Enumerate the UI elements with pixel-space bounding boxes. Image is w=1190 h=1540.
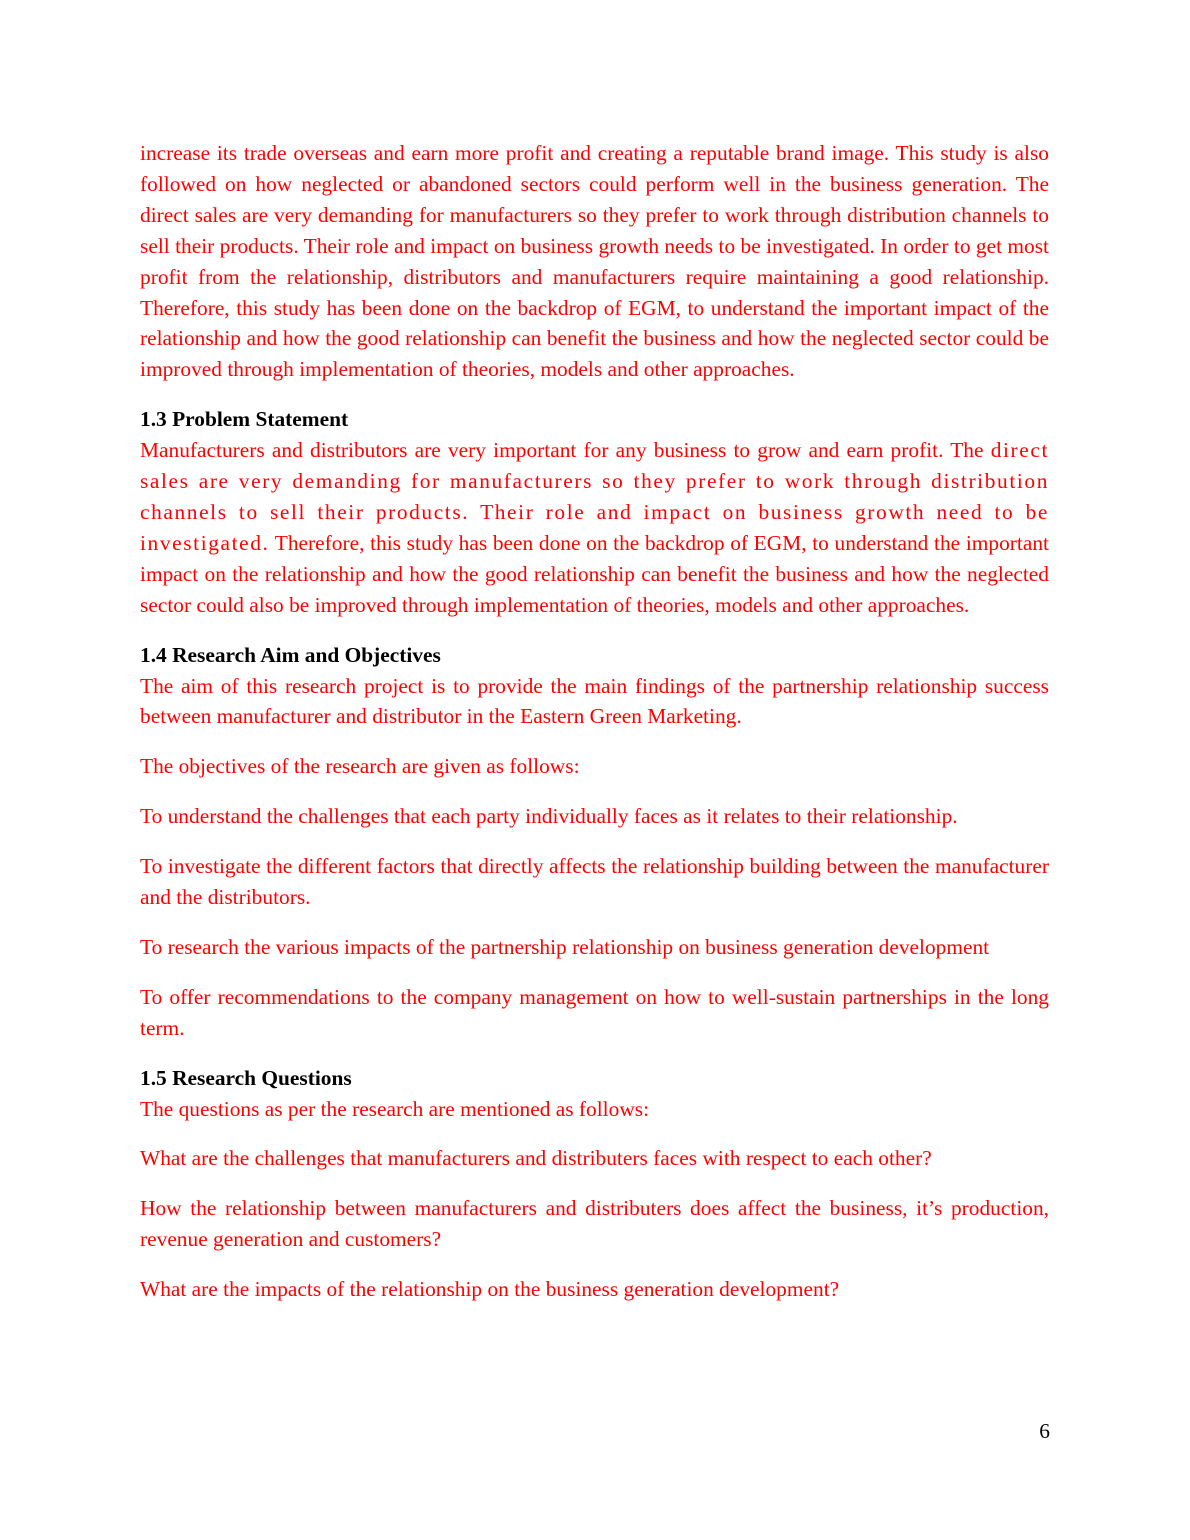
research-aim-paragraph: The aim of this research project is to provide the main findings of the partnership relationship success between manufacturer and distributor in the Eastern Green Marketing. <box>140 673 1049 729</box>
document-page <box>140 138 1049 1324</box>
problem-statement-text-part3: Therefore, this study has been done on the backdrop of EGM, to understand the important impact on the relationship and how the good relationship can benefit the business and how the neglected sector could also be improved through implementation of theories, models and other approaches. <box>140 530 1049 617</box>
research-questions-intro: The questions as per the research are mentioned as follows: <box>140 1096 650 1121</box>
aims-objectives-heading: 1.4 Research Aim and Objectives <box>140 642 441 667</box>
problem-statement-heading: 1.3 Problem Statement <box>140 407 349 432</box>
research-question-item: What are the impacts of the relationship on the business generation development? <box>140 1277 840 1302</box>
problem-statement-text-part1: Manufacturers and distributors are very important for any business to grow and earn profit. The <box>140 438 991 463</box>
problem-statement-text-part2: direct sales are very demanding for manufacturers so they prefer to work through distribution channels to sell their products. Their role and impact on business growth need to be investigated. <box>140 438 1049 555</box>
objective-item: To research the various impacts of the partnership relationship on business generation development <box>140 934 990 959</box>
objective-item: To understand the challenges that each party individually faces as it relates to their relationship. <box>140 804 958 829</box>
intro-paragraph: increase its trade overseas and earn more profit and creating a reputable brand image. This study is also followed on how neglected or abandoned sectors could perform well in the business generation. The direct sales are very demanding for manufacturers so they prefer to work through distribution channels to sell their products. Their role and impact on business growth needs to be investigated. In order to get most profit from the relationship, distributors and manufacturers require maintaining a good relationship. Therefore, this study has been done on the backdrop of EGM, to understand the important impact of the relationship and how the good relationship can benefit the business and how the neglected sector could be improved through implementation of theories, models and other approaches. <box>140 141 1049 382</box>
objectives-intro: The objectives of the research are given as follows: <box>140 754 580 779</box>
research-question-item: How the relationship between manufacturers and distributers does affect the business, it’s production, revenue generation and customers? <box>140 1196 1049 1252</box>
research-question-item: What are the challenges that manufacturers and distributers faces with respect to each other? <box>140 1146 932 1171</box>
research-questions-heading: 1.5 Research Questions <box>140 1065 352 1090</box>
page-number: 6 <box>1039 1419 1050 1443</box>
objective-item: To investigate the different factors that directly affects the relationship building between the manufacturer and the distributors. <box>140 854 1049 910</box>
problem-statement-paragraph <box>140 435 1049 620</box>
objective-item: To offer recommendations to the company management on how to well-sustain partnerships in the long term. <box>140 984 1049 1040</box>
